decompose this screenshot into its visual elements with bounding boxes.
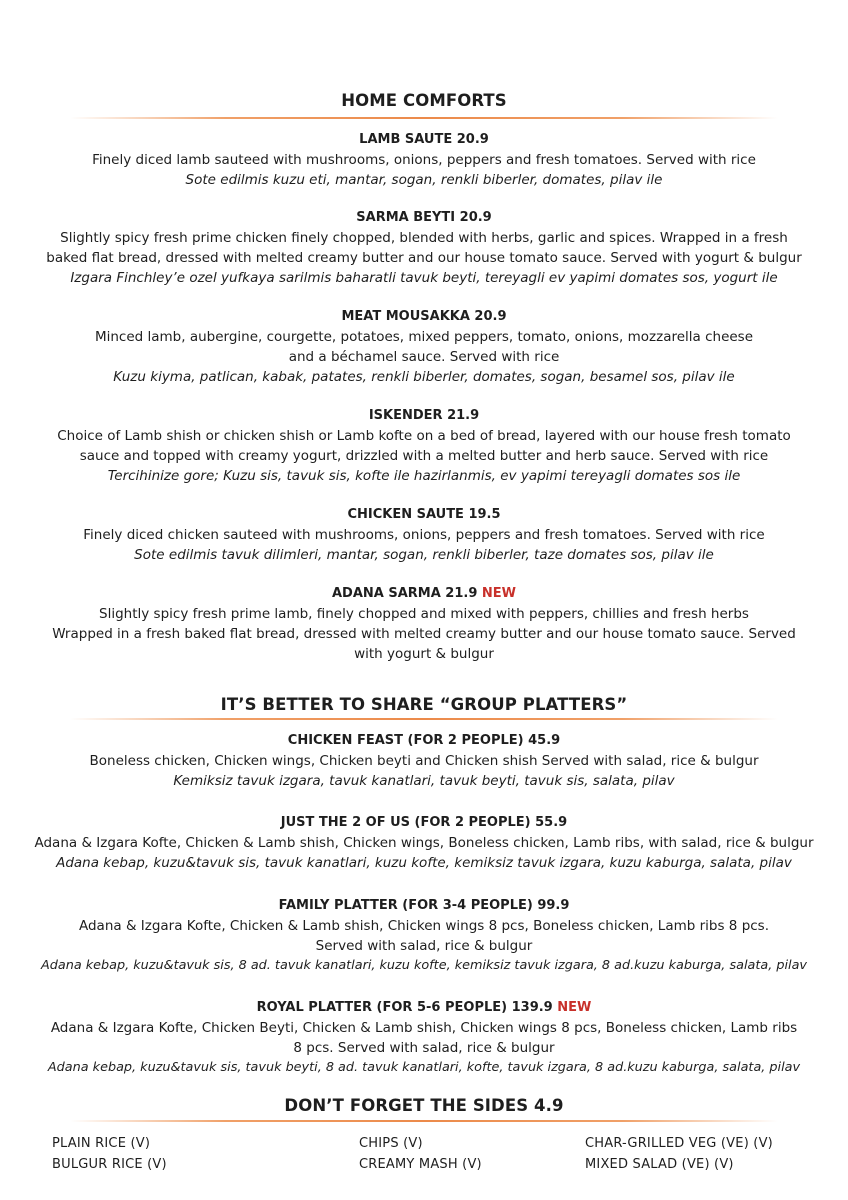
item-translation: Adana kebap, kuzu&tavuk sis, 8 ad. tavuk kanatlari, kuzu kofte, kemiksiz tavuk izgara, 8 ad.kuzu kaburga, salata, pilav — [41, 958, 807, 973]
item-translation: Sote edilmis tavuk dilimleri, mantar, sogan, renkli biberler, taze domates sos, pilav ile — [134, 547, 714, 563]
item-title: MEAT MOUSAKKA 20.9 — [341, 309, 507, 324]
item-translation: Tercihinize gore; Kuzu sis, tavuk sis, kofte ile hazirlanmis, ev yapimi tereyagli domates sos ile — [107, 468, 741, 484]
sides-column-2 — [359, 1133, 482, 1175]
item-translation: Sote edilmis kuzu eti, mantar, sogan, renkli biberler, domates, pilav ile — [185, 172, 663, 188]
side-item-mixed-salad: MIXED SALAD (VE) (V) — [585, 1157, 734, 1172]
item-title: ISKENDER 21.9 — [368, 408, 480, 423]
item-description: with yogurt & bulgur — [354, 646, 494, 662]
item-description: Finely diced lamb sauteed with mushrooms, onions, peppers and fresh tomatoes. Served with rice — [92, 152, 756, 168]
section-divider — [70, 117, 778, 119]
item-description: Adana & Izgara Kofte, Chicken & Lamb shish, Chicken wings, Boneless chicken, Lamb ribs, with salad, rice & bulgur — [34, 835, 814, 851]
item-title: FAMILY PLATTER (FOR 3-4 PEOPLE) 99.9 — [278, 898, 570, 913]
menu-item-family-platter — [30, 895, 818, 976]
side-item-char-grilled-veg: CHAR-GRILLED VEG (VE) (V) — [585, 1136, 773, 1151]
menu-item-royal-platter — [30, 997, 818, 1078]
item-description: Boneless chicken, Chicken wings, Chicken beyti and Chicken shish Served with salad, rice & bulgur — [89, 753, 759, 769]
section-divider — [70, 718, 778, 720]
item-title: JUST THE 2 OF US (FOR 2 PEOPLE) 55.9 — [280, 815, 568, 830]
menu-item-chicken-feast — [30, 730, 818, 791]
item-description: 8 pcs. Served with salad, rice & bulgur — [293, 1040, 555, 1056]
item-description: Slightly spicy fresh prime chicken finely chopped, blended with herbs, garlic and spices. Wrapped in a fresh — [60, 230, 788, 246]
item-description: Minced lamb, aubergine, courgette, potatoes, mixed peppers, tomato, onions, mozzarella cheese — [94, 329, 754, 345]
side-item-bulgur-rice: BULGUR RICE (V) — [52, 1157, 167, 1172]
item-title: SARMA BEYTI 20.9 — [356, 210, 492, 225]
menu-item-lamb-saute — [30, 129, 818, 190]
section-heading-home-comforts: HOME COMFORTS — [341, 91, 507, 110]
side-item-chips: CHIPS (V) — [359, 1136, 423, 1151]
menu-item-meat-mousakka — [30, 306, 818, 387]
side-item-creamy-mash: CREAMY MASH (V) — [359, 1157, 482, 1172]
new-badge: NEW — [557, 1000, 592, 1015]
item-description: baked flat bread, dressed with melted creamy butter and our house tomato sauce. Served with yogurt & bulgur — [46, 250, 802, 266]
item-title: ROYAL PLATTER (FOR 5-6 PEOPLE) 139.9 NEW — [256, 1000, 592, 1015]
side-item-plain-rice: PLAIN RICE (V) — [52, 1136, 151, 1151]
new-badge: NEW — [481, 586, 517, 601]
sides-column-3 — [585, 1133, 773, 1175]
item-description: Adana & Izgara Kofte, Chicken Beyti, Chicken & Lamb shish, Chicken wings 8 pcs, Boneless chicken, Lamb ribs — [50, 1020, 798, 1036]
item-description: Slightly spicy fresh prime lamb, finely chopped and mixed with peppers, chillies and fresh herbs — [99, 606, 749, 622]
section-divider — [70, 1120, 778, 1122]
menu-item-adana-sarma — [30, 583, 818, 664]
menu-item-iskender — [30, 405, 818, 486]
item-description: sauce and topped with creamy yogurt, drizzled with a melted butter and herb sauce. Served with rice — [79, 448, 769, 464]
item-translation: Kemiksiz tavuk izgara, tavuk kanatlari, tavuk beyti, tavuk sis, salata, pilav — [173, 773, 675, 789]
item-translation: Izgara Finchley’e ozel yufkaya sarilmis baharatli tavuk beyti, tereyagli ev yapimi domates sos, yogurt ile — [70, 270, 778, 286]
item-description: Served with salad, rice & bulgur — [315, 938, 533, 954]
section-heading-sides: DON’T FORGET THE SIDES 4.9 — [284, 1096, 564, 1115]
item-title: CHICKEN FEAST (FOR 2 PEOPLE) 45.9 — [287, 733, 561, 748]
item-title: ADANA SARMA 21.9 NEW — [331, 586, 517, 601]
item-title: LAMB SAUTE 20.9 — [359, 132, 489, 147]
menu-item-chicken-saute — [30, 504, 818, 565]
item-description: Wrapped in a fresh baked flat bread, dressed with melted creamy butter and our house tomato sauce. Served — [52, 626, 796, 642]
sides-column-1 — [52, 1133, 167, 1175]
item-description: Adana & Izgara Kofte, Chicken & Lamb shish, Chicken wings 8 pcs, Boneless chicken, Lamb ribs 8 pcs. — [78, 918, 770, 934]
item-description: Choice of Lamb shish or chicken shish or Lamb kofte on a bed of bread, layered with our house fresh tomato — [57, 428, 791, 444]
section-heading-group-platters: IT’S BETTER TO SHARE “GROUP PLATTERS” — [220, 695, 628, 714]
item-translation: Adana kebap, kuzu&tavuk sis, tavuk beyti, 8 ad. tavuk kanatlari, kofte, tavuk izgara, 8 ad.kuzu kaburga, salata, pilav — [47, 1060, 801, 1075]
item-translation: Adana kebap, kuzu&tavuk sis, tavuk kanatlari, kuzu kofte, kemiksiz tavuk izgara, kuzu kaburga, salata, pilav — [56, 855, 792, 871]
menu-item-just-the-2-of-us — [30, 812, 818, 873]
menu-item-sarma-beyti — [30, 207, 818, 288]
item-title: CHICKEN SAUTE 19.5 — [347, 507, 501, 522]
item-description: Finely diced chicken sauteed with mushrooms, onions, peppers and fresh tomatoes. Served with rice — [83, 527, 765, 543]
item-description: and a béchamel sauce. Served with rice — [288, 349, 560, 365]
item-translation: Kuzu kiyma, patlican, kabak, patates, renkli biberler, domates, sogan, besamel sos, pilav ile — [113, 369, 735, 385]
